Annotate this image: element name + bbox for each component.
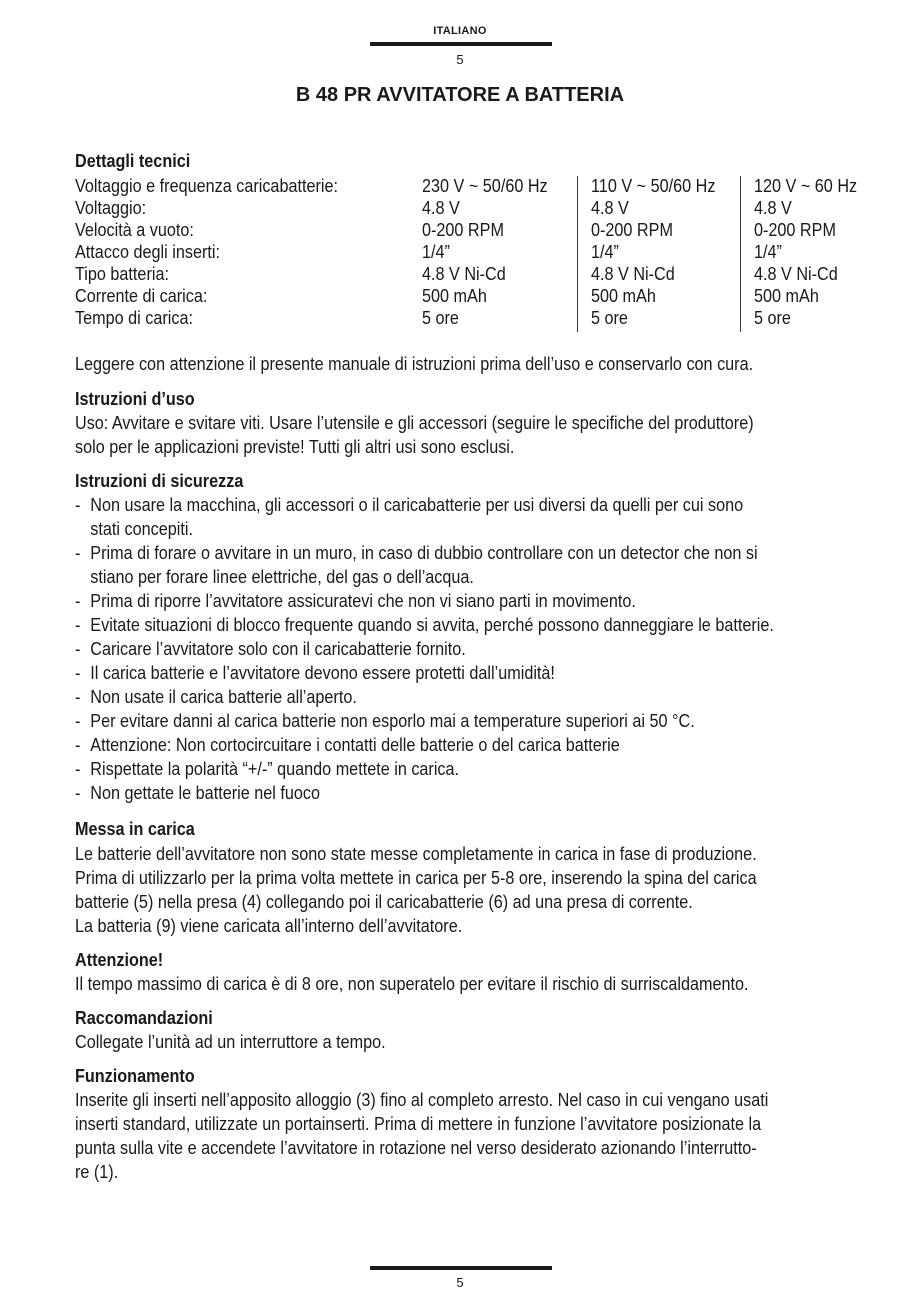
intro-text: Leggere con attenzione il presente manuale di istruzioni prima dell’uso e conservarlo con cura. bbox=[75, 354, 754, 374]
spec-value: 4.8 V bbox=[591, 198, 629, 218]
spec-value: 4.8 V Ni-Cd bbox=[591, 264, 675, 284]
list-item: - Non gettate le batterie nel fuoco bbox=[75, 783, 320, 803]
spec-value: 500 mAh bbox=[591, 286, 656, 306]
spec-col-230 bbox=[422, 175, 548, 329]
list-item: - Rispettate la polarità “+/-” quando mettete in carica. bbox=[75, 759, 460, 779]
list-item: - Non usate il carica batterie all’aperto. bbox=[75, 687, 357, 707]
header-rule bbox=[370, 42, 552, 46]
spec-value: 4.8 V Ni-Cd bbox=[754, 264, 838, 284]
funzionamento-line: inserti standard, utilizzate un portainserti. Prima di mettere in funzione l’avvitatore posizionate la bbox=[75, 1114, 762, 1134]
page-title: B 48 PR AVVITATORE A BATTERIA bbox=[295, 84, 625, 106]
list-item: - Prima di riporre l’avvitatore assicuratevi che non vi siano parti in movimento. bbox=[75, 591, 636, 611]
uso-text bbox=[75, 411, 754, 459]
sicurezza-list bbox=[75, 493, 774, 805]
spec-value: 5 ore bbox=[754, 308, 791, 328]
uso-line: Uso: Avvitare e svitare viti. Usare l’utensile e gli accessori (seguire le specifiche del produttore) bbox=[75, 413, 754, 433]
raccomandazioni-heading: Raccomandazioni bbox=[75, 1008, 213, 1028]
spec-label: Corrente di carica: bbox=[75, 286, 208, 306]
spec-value: 1/4” bbox=[422, 242, 450, 262]
spec-labels bbox=[75, 175, 338, 329]
uso-line: solo per le applicazioni previste! Tutti gli altri usi sono esclusi. bbox=[75, 437, 515, 457]
page-number-top: 5 bbox=[456, 52, 464, 67]
spec-value: 5 ore bbox=[422, 308, 459, 328]
list-item: - Per evitare danni al carica batterie non esporlo mai a temperature superiori ai 50 °C. bbox=[75, 711, 695, 731]
attenzione-heading: Attenzione! bbox=[75, 950, 164, 970]
language-label: ITALIANO bbox=[433, 25, 487, 37]
spec-value: 230 V ~ 50/60 Hz bbox=[422, 176, 548, 196]
column-divider bbox=[577, 176, 578, 332]
list-item: - Il carica batterie e l’avvitatore devono essere protetti dall’umidità! bbox=[75, 663, 555, 683]
spec-label: Velocità a vuoto: bbox=[75, 220, 194, 240]
carica-line: Prima di utilizzarlo per la prima volta mettete in carica per 5-8 ore, inserendo la spina del carica bbox=[75, 868, 757, 888]
carica-line: La batteria (9) viene caricata all’interno dell’avvitatore. bbox=[75, 916, 463, 936]
carica-line: Le batterie dell’avvitatore non sono state messe completamente in carica in fase di produzione. bbox=[75, 844, 757, 864]
spec-value: 110 V ~ 50/60 Hz bbox=[591, 176, 716, 196]
spec-label: Tipo batteria: bbox=[75, 264, 169, 284]
spec-label: Voltaggio: bbox=[75, 198, 147, 218]
funzionamento-text bbox=[75, 1088, 768, 1184]
spec-value: 500 mAh bbox=[754, 286, 819, 306]
funzionamento-heading: Funzionamento bbox=[75, 1066, 195, 1086]
list-item: - Prima di forare o avvitare in un muro, in caso di dubbio controllare con un detector che non si stiano per forare linee elettriche, del gas o dell’acqua. bbox=[75, 543, 758, 587]
spec-value: 0-200 RPM bbox=[422, 220, 504, 240]
carica-text bbox=[75, 842, 757, 938]
carica-line: batterie (5) nella presa (4) collegando poi il caricabatterie (6) ad una presa di corrente. bbox=[75, 892, 693, 912]
list-item: - Caricare l’avvitatore solo con il caricabatterie fornito. bbox=[75, 639, 466, 659]
sicurezza-heading: Istruzioni di sicurezza bbox=[75, 471, 244, 491]
spec-value: 4.8 V bbox=[754, 198, 792, 218]
spec-value: 0-200 RPM bbox=[754, 220, 836, 240]
spec-col-110 bbox=[591, 175, 715, 329]
carica-heading: Messa in carica bbox=[75, 819, 195, 839]
list-item: - Non usare la macchina, gli accessori o il caricabatterie per usi diversi da quelli per cui sono stati concepiti. bbox=[75, 495, 744, 539]
spec-value: 1/4” bbox=[754, 242, 782, 262]
attenzione-text: Il tempo massimo di carica è di 8 ore, non superatelo per evitare il rischio di surriscaldamento. bbox=[75, 974, 749, 994]
spec-value: 4.8 V bbox=[422, 198, 460, 218]
uso-heading: Istruzioni d’uso bbox=[75, 389, 195, 409]
spec-col-120 bbox=[754, 175, 857, 329]
spec-label: Attacco degli inserti: bbox=[75, 242, 220, 262]
spec-value: 120 V ~ 60 Hz bbox=[754, 176, 858, 196]
funzionamento-line: Inserite gli inserti nell’apposito alloggio (3) fino al completo arresto. Nel caso in cui vengano usati bbox=[75, 1090, 769, 1110]
spec-value: 0-200 RPM bbox=[591, 220, 673, 240]
column-divider bbox=[740, 176, 741, 332]
spec-label: Voltaggio e frequenza caricabatterie: bbox=[75, 176, 338, 196]
spec-value: 1/4” bbox=[591, 242, 619, 262]
spec-value: 5 ore bbox=[591, 308, 628, 328]
funzionamento-line: punta sulla vite e accendete l’avvitatore in rotazione nel verso desiderato azionando l’interrutto- bbox=[75, 1138, 757, 1158]
footer-rule bbox=[370, 1266, 552, 1270]
raccomandazioni-text: Collegate l’unità ad un interruttore a tempo. bbox=[75, 1032, 386, 1052]
funzionamento-line: re (1). bbox=[75, 1162, 119, 1182]
spec-value: 4.8 V Ni-Cd bbox=[422, 264, 506, 284]
page-number-bottom: 5 bbox=[456, 1275, 464, 1290]
spec-value: 500 mAh bbox=[422, 286, 487, 306]
list-item: - Evitate situazioni di blocco frequente quando si avvita, perché possono danneggiare le batterie. bbox=[75, 615, 774, 635]
spec-label: Tempo di carica: bbox=[75, 308, 193, 328]
specs-heading: Dettagli tecnici bbox=[75, 151, 191, 171]
list-item: - Attenzione: Non cortocircuitare i contatti delle batterie o del carica batterie bbox=[75, 735, 620, 755]
